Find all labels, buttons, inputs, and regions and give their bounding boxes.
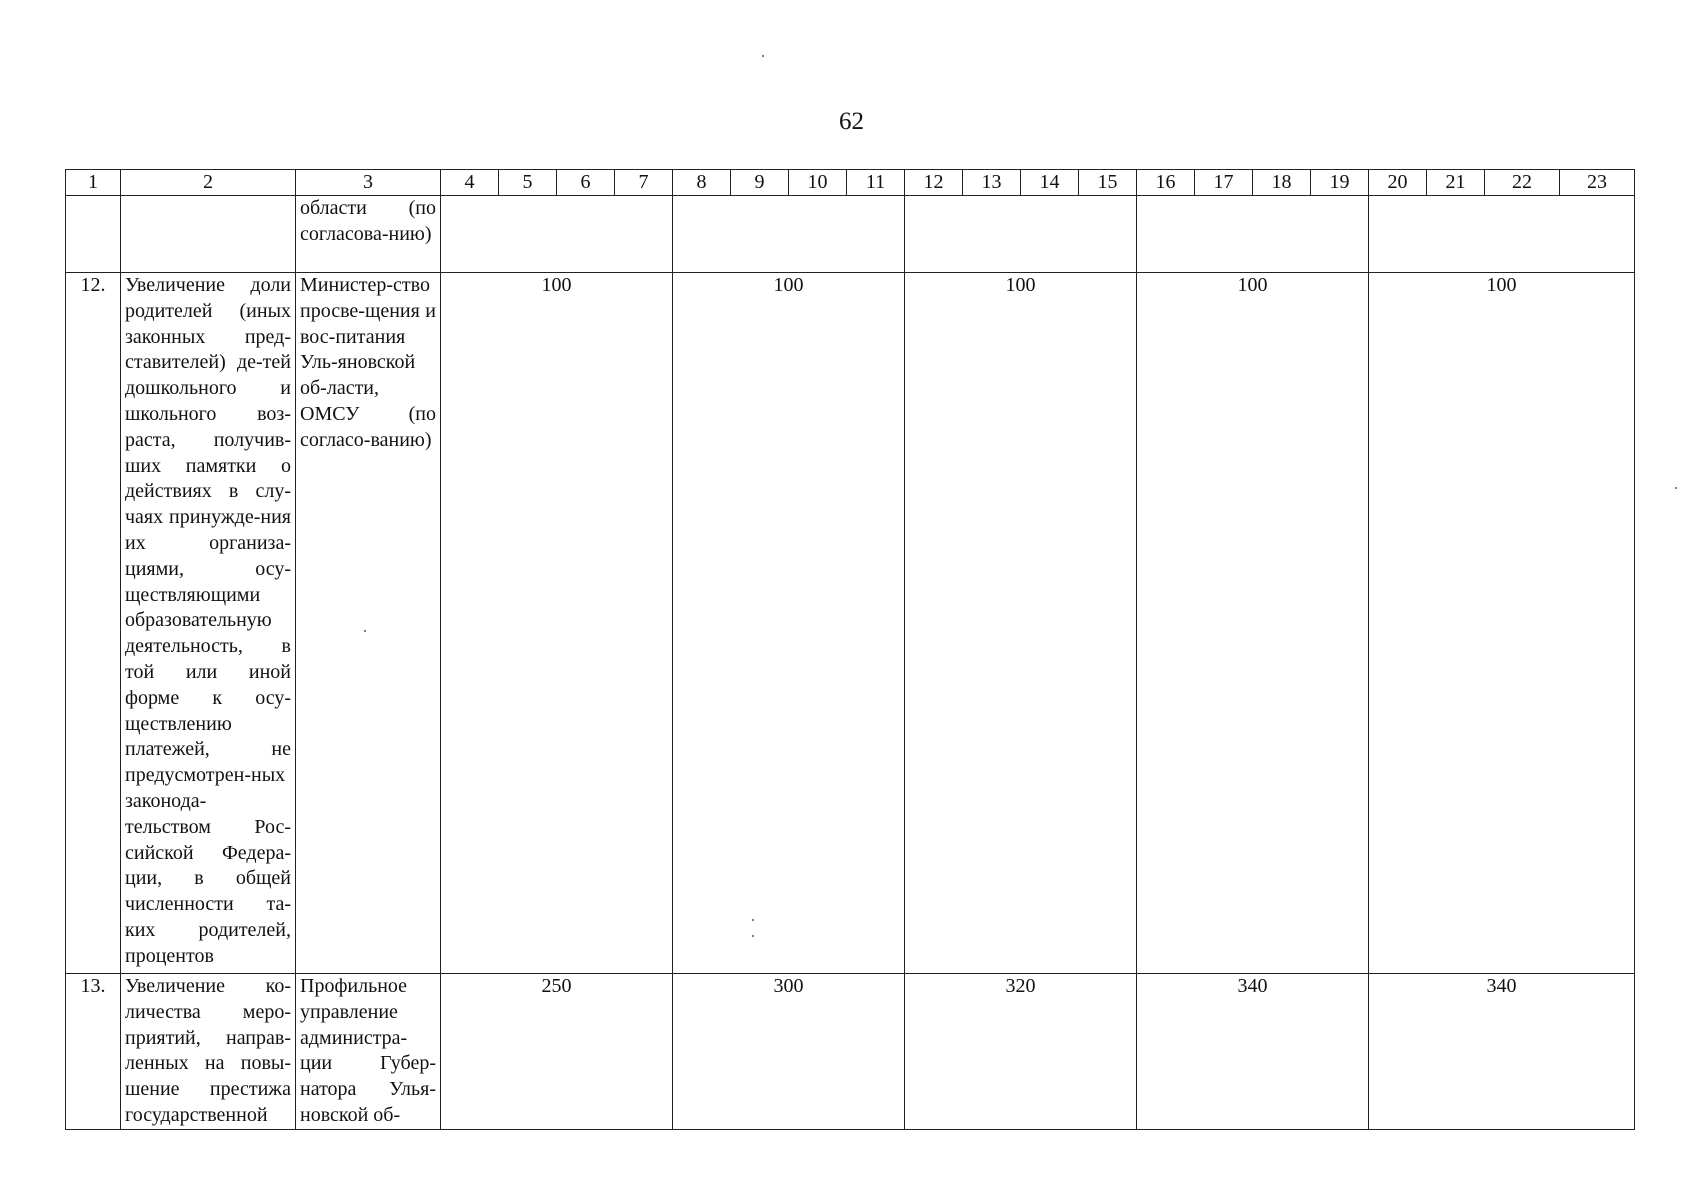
- executor-cell: Министер-ство просве-щения и вос-питания Уль-яновской об-ласти, ОМСУ (по согласо-ванию): [296, 273, 441, 974]
- column-number: 13: [963, 170, 1021, 196]
- column-number: 16: [1137, 170, 1195, 196]
- value-cell: [1137, 196, 1369, 273]
- value-cell: 320: [905, 974, 1137, 1130]
- column-number: 1: [66, 170, 121, 196]
- column-number: 12: [905, 170, 963, 196]
- scan-speck: [364, 630, 366, 632]
- value-cell: 300: [673, 974, 905, 1130]
- scan-speck: [762, 55, 764, 57]
- value-cell: 100: [673, 273, 905, 974]
- value-cell: 100: [905, 273, 1137, 974]
- value-cell: [441, 196, 673, 273]
- value-cell: [905, 196, 1137, 273]
- row-number: 13.: [66, 974, 121, 1130]
- column-number: 8: [673, 170, 731, 196]
- column-number: 23: [1560, 170, 1635, 196]
- scan-speck: [1675, 487, 1677, 489]
- column-number: 10: [789, 170, 847, 196]
- column-number: 20: [1369, 170, 1427, 196]
- scan-speck: [752, 935, 754, 937]
- row-number: [66, 196, 121, 273]
- value-cell: 100: [1137, 273, 1369, 974]
- column-number: 22: [1485, 170, 1560, 196]
- value-cell: 340: [1369, 974, 1635, 1130]
- column-number: 15: [1079, 170, 1137, 196]
- table-row: [66, 974, 1635, 1130]
- column-number: 6: [557, 170, 615, 196]
- column-number-row: [66, 170, 1635, 196]
- indicator-cell: [121, 196, 296, 273]
- value-cell: 100: [1369, 273, 1635, 974]
- executor-cell: области (по согласова-нию): [296, 196, 441, 273]
- column-number: 7: [615, 170, 673, 196]
- table-row: [66, 273, 1635, 974]
- column-number: 11: [847, 170, 905, 196]
- column-number: 17: [1195, 170, 1253, 196]
- scan-speck: [752, 919, 754, 921]
- value-cell: 100: [441, 273, 673, 974]
- column-number: 21: [1427, 170, 1485, 196]
- indicators-table: [65, 169, 1635, 1130]
- column-number: 9: [731, 170, 789, 196]
- table-row: [66, 196, 1635, 273]
- column-number: 2: [121, 170, 296, 196]
- indicator-cell: Увеличение ко-личества меро-приятий, направ-ленных на повы-шение престижа государственной: [121, 974, 296, 1130]
- column-number: 14: [1021, 170, 1079, 196]
- indicator-cell: Увеличение доли родителей (иных законных пред-ставителей) де-тей дошкольного и школьного воз-раста, получив-ших памятки о действиях в слу-чаях принужде-ния их организа-циями, осу-ществляющими образовательную деятельность, в той или иной форме к осу-ществлению платежей, не предусмотрен-ных законода-тельством Рос-сийской Федера-ции, в общей численности та-ких родителей, процентов: [121, 273, 296, 974]
- value-cell: [673, 196, 905, 273]
- value-cell: 250: [441, 974, 673, 1130]
- value-cell: [1369, 196, 1635, 273]
- executor-cell: Профильное управление администра-ции Губер-натора Улья-новской об-: [296, 974, 441, 1130]
- column-number: 3: [296, 170, 441, 196]
- row-number: 12.: [66, 273, 121, 974]
- column-number: 19: [1311, 170, 1369, 196]
- column-number: 18: [1253, 170, 1311, 196]
- column-number: 5: [499, 170, 557, 196]
- page-number: 62: [839, 108, 864, 135]
- column-number: 4: [441, 170, 499, 196]
- value-cell: 340: [1137, 974, 1369, 1130]
